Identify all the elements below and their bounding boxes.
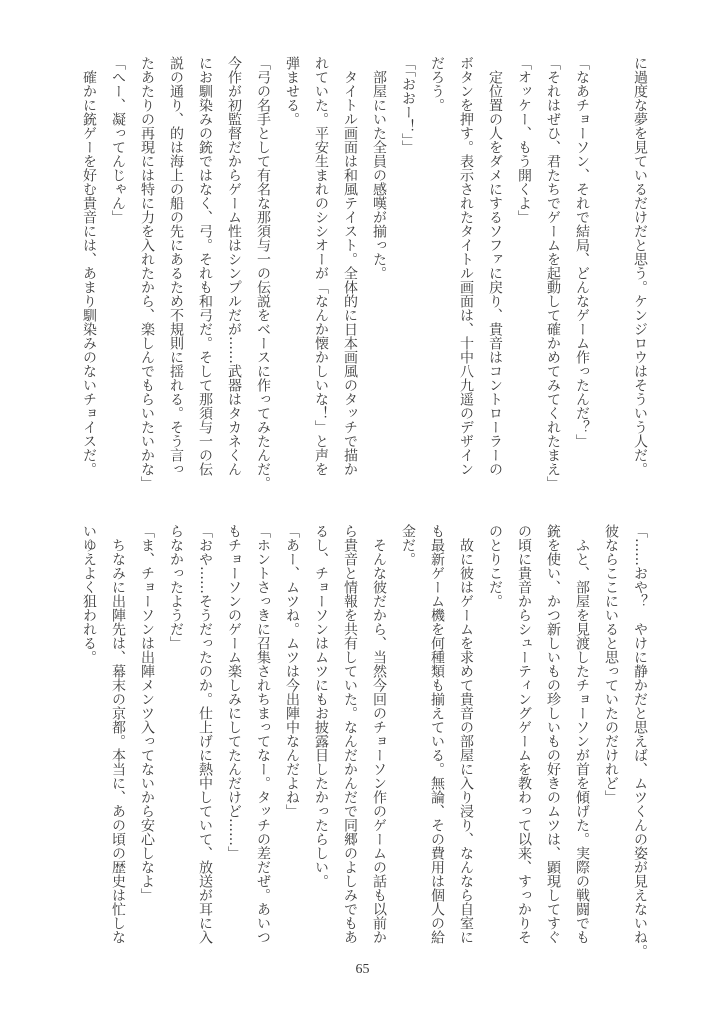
text-line: 「おや……そうだったのか。仕上げに熱中していて、放送が耳に入 (197, 524, 213, 944)
page-number: 65 (355, 962, 370, 977)
text-line: ふと、部屋を見渡したチョーソンが首を傾げた。実際の戦闘でも (574, 524, 590, 944)
text-line: のとりこだ。 (487, 524, 503, 608)
text-line: 「オッケー、もう開くよ」 (516, 56, 532, 224)
text-line: の頃に貴音からシューティングゲームを教わって以来、すっかりそ (516, 524, 532, 944)
text-line: 「へー、凝ってんじゃん」 (110, 56, 126, 224)
text-line: だろう。 (429, 56, 445, 112)
text-line: 弾ませる。 (284, 56, 300, 126)
text-line: 故に彼はゲームを求めて貴音の部屋に入り浸り、なんなら自室に (458, 524, 474, 944)
text-block-top (74, 56, 654, 496)
text-block-bottom (74, 524, 654, 964)
text-line: れていた。平安生まれのシシオーが「なんか懐かしいな！」と声を (313, 56, 329, 476)
text-line: もチョーソンのゲーム楽しみにしてたんだけど……」 (226, 524, 242, 860)
text-line: ちなみに出陣先は、幕末の京都。本当に、あの頃の歴史は忙しな (110, 524, 126, 944)
text-line: も最新ゲーム機を何種類も揃えている。無論、その費用は個人の給 (429, 524, 445, 944)
text-line: たあたりの再現には特に力を入れたから、楽しんでもらいたいかな」 (139, 56, 155, 490)
text-line: 金だ。 (400, 524, 416, 566)
text-line: 「あー、ムツね。ムツは今出陣中なんだよね」 (284, 524, 300, 818)
text-line: るし、チョーソンはムツにもお披露目したかったらしい。 (313, 524, 329, 888)
text-line: 「それはぜひ、君たちでゲームを起動して確かめてみてくれたまえ」 (545, 56, 561, 490)
text-line: らなかったようだ」 (168, 524, 184, 650)
text-line: 部屋にいた全員の感嘆が揃った。 (371, 56, 387, 280)
text-line: 「ま、チョーソンは出陣メンツ入ってないから安心しなよ」 (139, 524, 155, 902)
text-line: 今作が初監督だからゲーム性はシンプルだが……武器はタカネくん (226, 56, 242, 476)
text-line: 銃を使い、かつ新しいもの珍しいもの好きのムツは、顕現してすぐ (545, 524, 561, 944)
text-line: 確かに銃ゲーを好む貴音には、あまり馴染みのないチョイスだ。 (81, 56, 97, 476)
text-line: タイトル画面は和風テイスト。全体的に日本画風のタッチで描か (342, 56, 358, 476)
text-line: 「なあチョーソン、それで結局、どんなゲーム作ったんだ？」 (574, 56, 590, 448)
text-line: 「「おおー！」」 (400, 56, 416, 154)
blank-line (596, 56, 625, 496)
text-line: 「ホントさっきに召集されちまってなー。タッチの差だぜ。あいつ (255, 524, 271, 944)
text-line: ボタンを押す。表示されたタイトル画面は、十中八九遥のデザイン (458, 56, 474, 476)
text-line: に過度な夢を見ているだけだと思う。ケンジロウはそういう人だ。 (632, 56, 648, 476)
text-line: ら貴音と情報を共有していた。なんだかんだで同郷のよしみでもあ (342, 524, 358, 944)
text-line: 「……おや？ やけに静かだと思えば、ムツくんの姿が見えないね。 (632, 524, 648, 958)
text-line: いゆえよく狙われる。 (81, 524, 97, 664)
text-line: 「弓の名手として有名な那須与一の伝説をベースに作ってみたんだ。 (255, 56, 271, 490)
text-line: そんな彼だから、当然今回のチョーソン作のゲームの話も以前か (371, 524, 387, 944)
text-line: 彼ならここにいると思っていたのだけれど」 (603, 524, 619, 804)
text-line: 定位置の人をダメにするソファに戻り、貴音はコントローラーの (487, 56, 503, 476)
text-line: 説の通り、的は海上の船の先にあるため不規則に揺れる。そう言っ (168, 56, 184, 476)
text-line: にお馴染みの銃ではなく、弓。それも和弓だ。そして那須与一の伝 (197, 56, 213, 476)
